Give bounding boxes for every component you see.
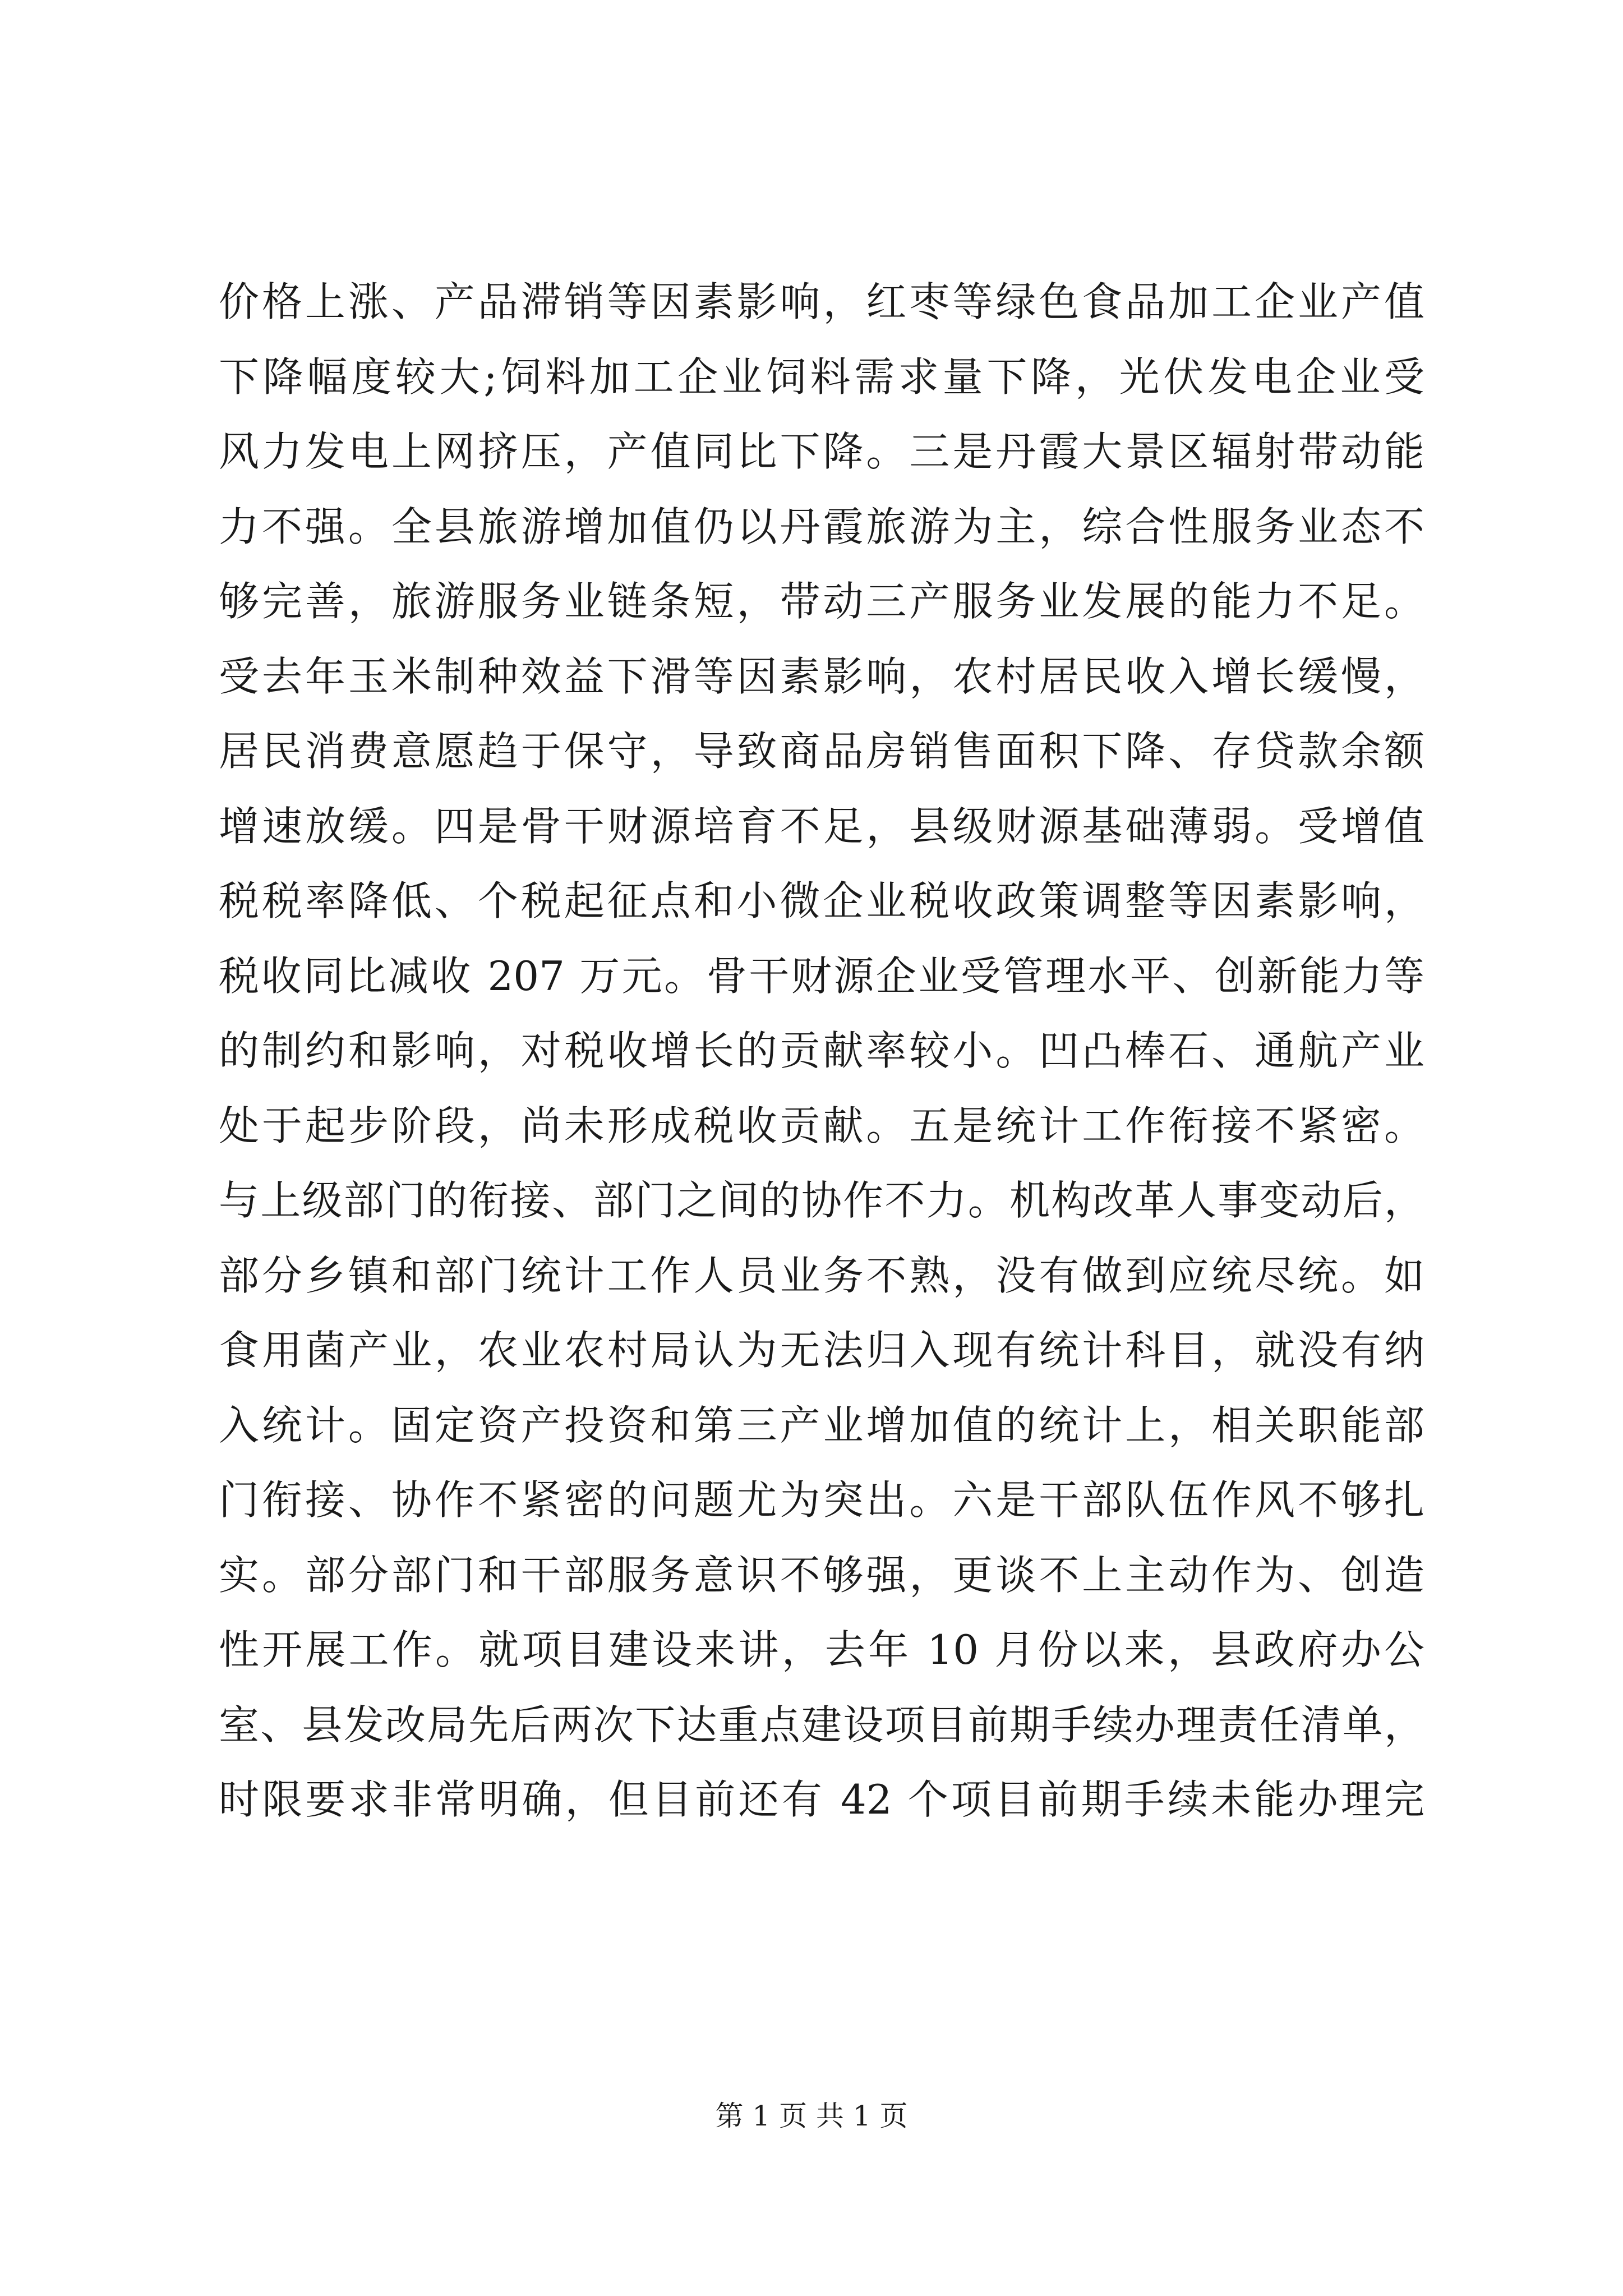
text-line: 的制约和影响，对税收增长的贡献率较小。凹凸棒石、通航产业: [219, 1027, 1424, 1074]
text-line: 实。部分部门和干部服务意识不够强，更谈不上主动作为、创造: [219, 1551, 1424, 1599]
text-line: 下降幅度较大;饲料加工企业饲料需求量下降，光伏发电企业受: [219, 353, 1424, 401]
text-line: 门衔接、协作不紧密的问题尤为突出。六是干部队伍作风不够扎: [219, 1476, 1424, 1524]
text-line: 受去年玉米制种效益下滑等因素影响，农村居民收入增长缓慢，: [219, 652, 1424, 700]
text-line: 价格上涨、产品滞销等因素影响，红枣等绿色食品加工企业产值: [219, 278, 1424, 325]
text-line: 入统计。固定资产投资和第三产业增加值的统计上，相关职能部: [219, 1401, 1424, 1449]
text-line: 食用菌产业，农业农村局认为无法归入现有统计科目，就没有纳: [219, 1327, 1424, 1374]
text-line: 风力发电上网挤压，产值同比下降。三是丹霞大景区辐射带动能: [219, 428, 1424, 475]
text-line: 税税率降低、个税起征点和小微企业税收政策调整等因素影响，: [219, 877, 1424, 924]
text-line: 部分乡镇和部门统计工作人员业务不熟，没有做到应统尽统。如: [219, 1251, 1424, 1299]
text-line: 处于起步阶段，尚未形成税收贡献。五是统计工作衔接不紧密。: [219, 1102, 1424, 1149]
text-line: 税收同比减收 207 万元。骨干财源企业受管理水平、创新能力等: [219, 952, 1424, 1000]
text-line: 居民消费意愿趋于保守，导致商品房销售面积下降、存贷款余额: [219, 728, 1424, 775]
text-line: 够完善，旅游服务业链条短，带动三产服务业发展的能力不足。: [219, 578, 1424, 625]
page-footer: 第 1 页 共 1 页: [715, 2100, 908, 2132]
body-paragraph: [219, 265, 1424, 1838]
text-line: 力不强。全县旅游增加值仍以丹霞旅游为主，综合性服务业态不: [219, 503, 1424, 550]
text-line: 与上级部门的衔接、部门之间的协作不力。机构改革人事变动后，: [219, 1177, 1424, 1224]
text-line: 室、县发改局先后两次下达重点建设项目前期手续办理责任清单，: [219, 1701, 1424, 1749]
text-line: 时限要求非常明确，但目前还有 42 个项目前期手续未能办理完: [219, 1776, 1424, 1823]
text-line: 增速放缓。四是骨干财源培育不足，县级财源基础薄弱。受增值: [219, 802, 1424, 850]
text-line: 性开展工作。就项目建设来讲，去年 10 月份以来，县政府办公: [219, 1626, 1424, 1673]
